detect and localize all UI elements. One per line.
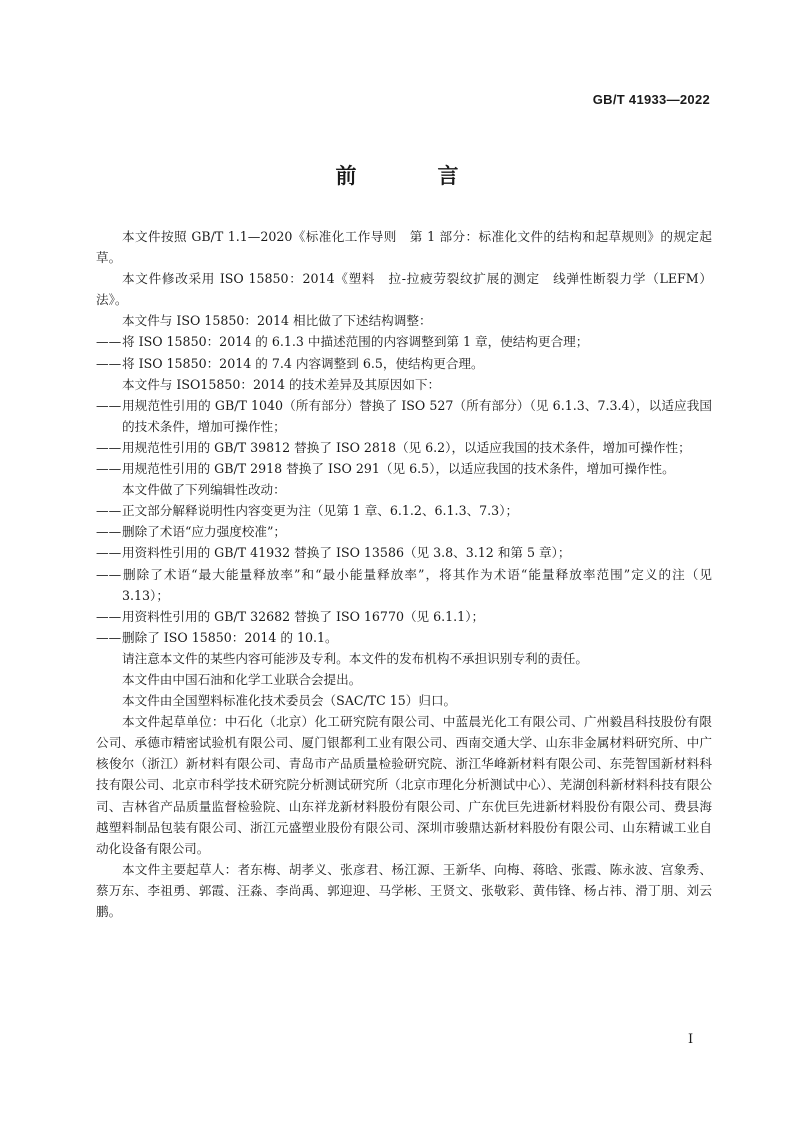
list-item-text: 将 ISO 15850：2014 的 7.4 内容调整到 6.5，使结构更合理。 <box>122 355 484 371</box>
page-number: I <box>688 1032 694 1047</box>
paragraph: 请注意本文件的某些内容可能涉及专利。本文件的发布机构不承担识别专利的责任。 <box>122 650 588 666</box>
dash-mark: —— <box>96 397 122 413</box>
list-item <box>96 353 712 374</box>
list-item-text: 正文部分解释说明性内容变更为注（见第 1 章、6.1.2、6.1.3、7.3）； <box>122 503 519 519</box>
list-item <box>96 542 712 563</box>
list-item-text: 删除了 ISO 15850：2014 的 10.1。 <box>122 629 338 645</box>
list-item <box>96 606 712 627</box>
list-item <box>96 437 712 458</box>
list-item-text: 删除了术语“应力强度校准”； <box>122 524 287 540</box>
list-item <box>96 627 712 648</box>
dash-mark: —— <box>96 355 122 371</box>
list-item <box>96 521 712 542</box>
dash-mark: —— <box>96 629 122 645</box>
dash-mark: —— <box>96 524 122 540</box>
list-item <box>96 564 712 606</box>
list-item <box>96 395 712 437</box>
list-item-text: 用资料性引用的 GB/T 32682 替换了 ISO 16770（见 6.1.1）； <box>122 608 485 624</box>
standard-number: GB/T 41933—2022 <box>592 92 710 107</box>
list-item <box>96 331 712 352</box>
list-item <box>96 500 712 521</box>
paragraph: 本文件起草单位：中石化（北京）化工研究院有限公司、中蓝晨光化工有限公司、广州毅昌科技股份有限公司、承德市精密试验机有限公司、厦门银都利工业有限公司、西南交通大学、山东非金属材料研究所、中广核俊尔（浙江）新材料有限公司、青岛市产品质量检验研究院、浙江华峰新材料有限公司、东莞智国新材料科技有限公司、北京市科学技术研究院分析测试研究所（北京市理化分析测试中心）、芜湖创科新材料科技有限公司、吉林省产品质量监督检验院、山东祥龙新材料股份有限公司、广东优巨先进新材料股份有限公司、费县海越塑料制品包装有限公司、浙江元盛塑业股份有限公司、深圳市骏鼎达新材料股份有限公司、山东精诚工业自动化设备有限公司。 <box>96 714 712 856</box>
foreword-body <box>96 226 712 922</box>
dash-mark: —— <box>96 461 122 477</box>
paragraph: 本文件修改采用 ISO 15850：2014《塑料 拉-拉疲劳裂纹扩展的测定 线弹性断裂力学（LEFM）法》。 <box>96 271 712 308</box>
paragraph: 本文件主要起草人：者东梅、胡孝义、张彦君、杨江源、王新华、向梅、蒋晗、张霞、陈永波、宫象秀、蔡万东、李祖勇、郭霞、汪淼、李尚禹、郭迎迎、马学彬、王贤文、张敬彩、黄伟锋、杨占祎、滑丁朋、刘云鹏。 <box>96 861 712 919</box>
dash-mark: —— <box>96 503 122 519</box>
dash-mark: —— <box>96 545 122 561</box>
list-item-text: 用规范性引用的 GB/T 39812 替换了 ISO 2818（见 6.2），以适应我国的技术条件，增加可操作性； <box>122 439 691 455</box>
paragraph: 本文件按照 GB/T 1.1—2020《标准化工作导则 第 1 部分：标准化文件的结构和起草规则》的规定起草。 <box>96 229 712 266</box>
paragraph: 本文件由中国石油和化学工业联合会提出。 <box>122 671 362 687</box>
list-item-text: 用规范性引用的 GB/T 2918 替换了 ISO 291（见 6.5），以适应我国的技术条件，增加可操作性。 <box>122 461 675 477</box>
paragraph: 本文件做了下列编辑性改动： <box>122 482 286 498</box>
list-item-text: 用资料性引用的 GB/T 41932 替换了 ISO 13586（见 3.8、3.12 和第 5 章）； <box>122 545 571 561</box>
list-item-text: 删除了术语“最大能量释放率”和“最小能量释放率”，将其作为术语“能量释放率范围”定义的注（见 3.13）； <box>122 566 712 603</box>
list-item-text: 将 ISO 15850：2014 的 6.1.3 中描述范围的内容调整到第 1 章，使结构更合理； <box>122 334 589 350</box>
dash-mark: —— <box>96 439 122 455</box>
paragraph: 本文件与 ISO 15850：2014 相比做了下述结构调整： <box>122 313 432 329</box>
page-title: 前 言 <box>335 164 489 188</box>
dash-mark: —— <box>96 608 122 624</box>
paragraph: 本文件与 ISO15850：2014 的技术差异及其原因如下： <box>122 376 441 392</box>
dash-mark: —— <box>96 566 122 582</box>
paragraph: 本文件由全国塑料标准化技术委员会（SAC/TC 15）归口。 <box>122 693 457 709</box>
list-item <box>96 458 712 479</box>
list-item-text: 用规范性引用的 GB/T 1040（所有部分）替换了 ISO 527（所有部分）（见 6.1.3、7.3.4），以适应我国的技术条件，增加可操作性； <box>122 397 712 434</box>
dash-mark: —— <box>96 334 122 350</box>
